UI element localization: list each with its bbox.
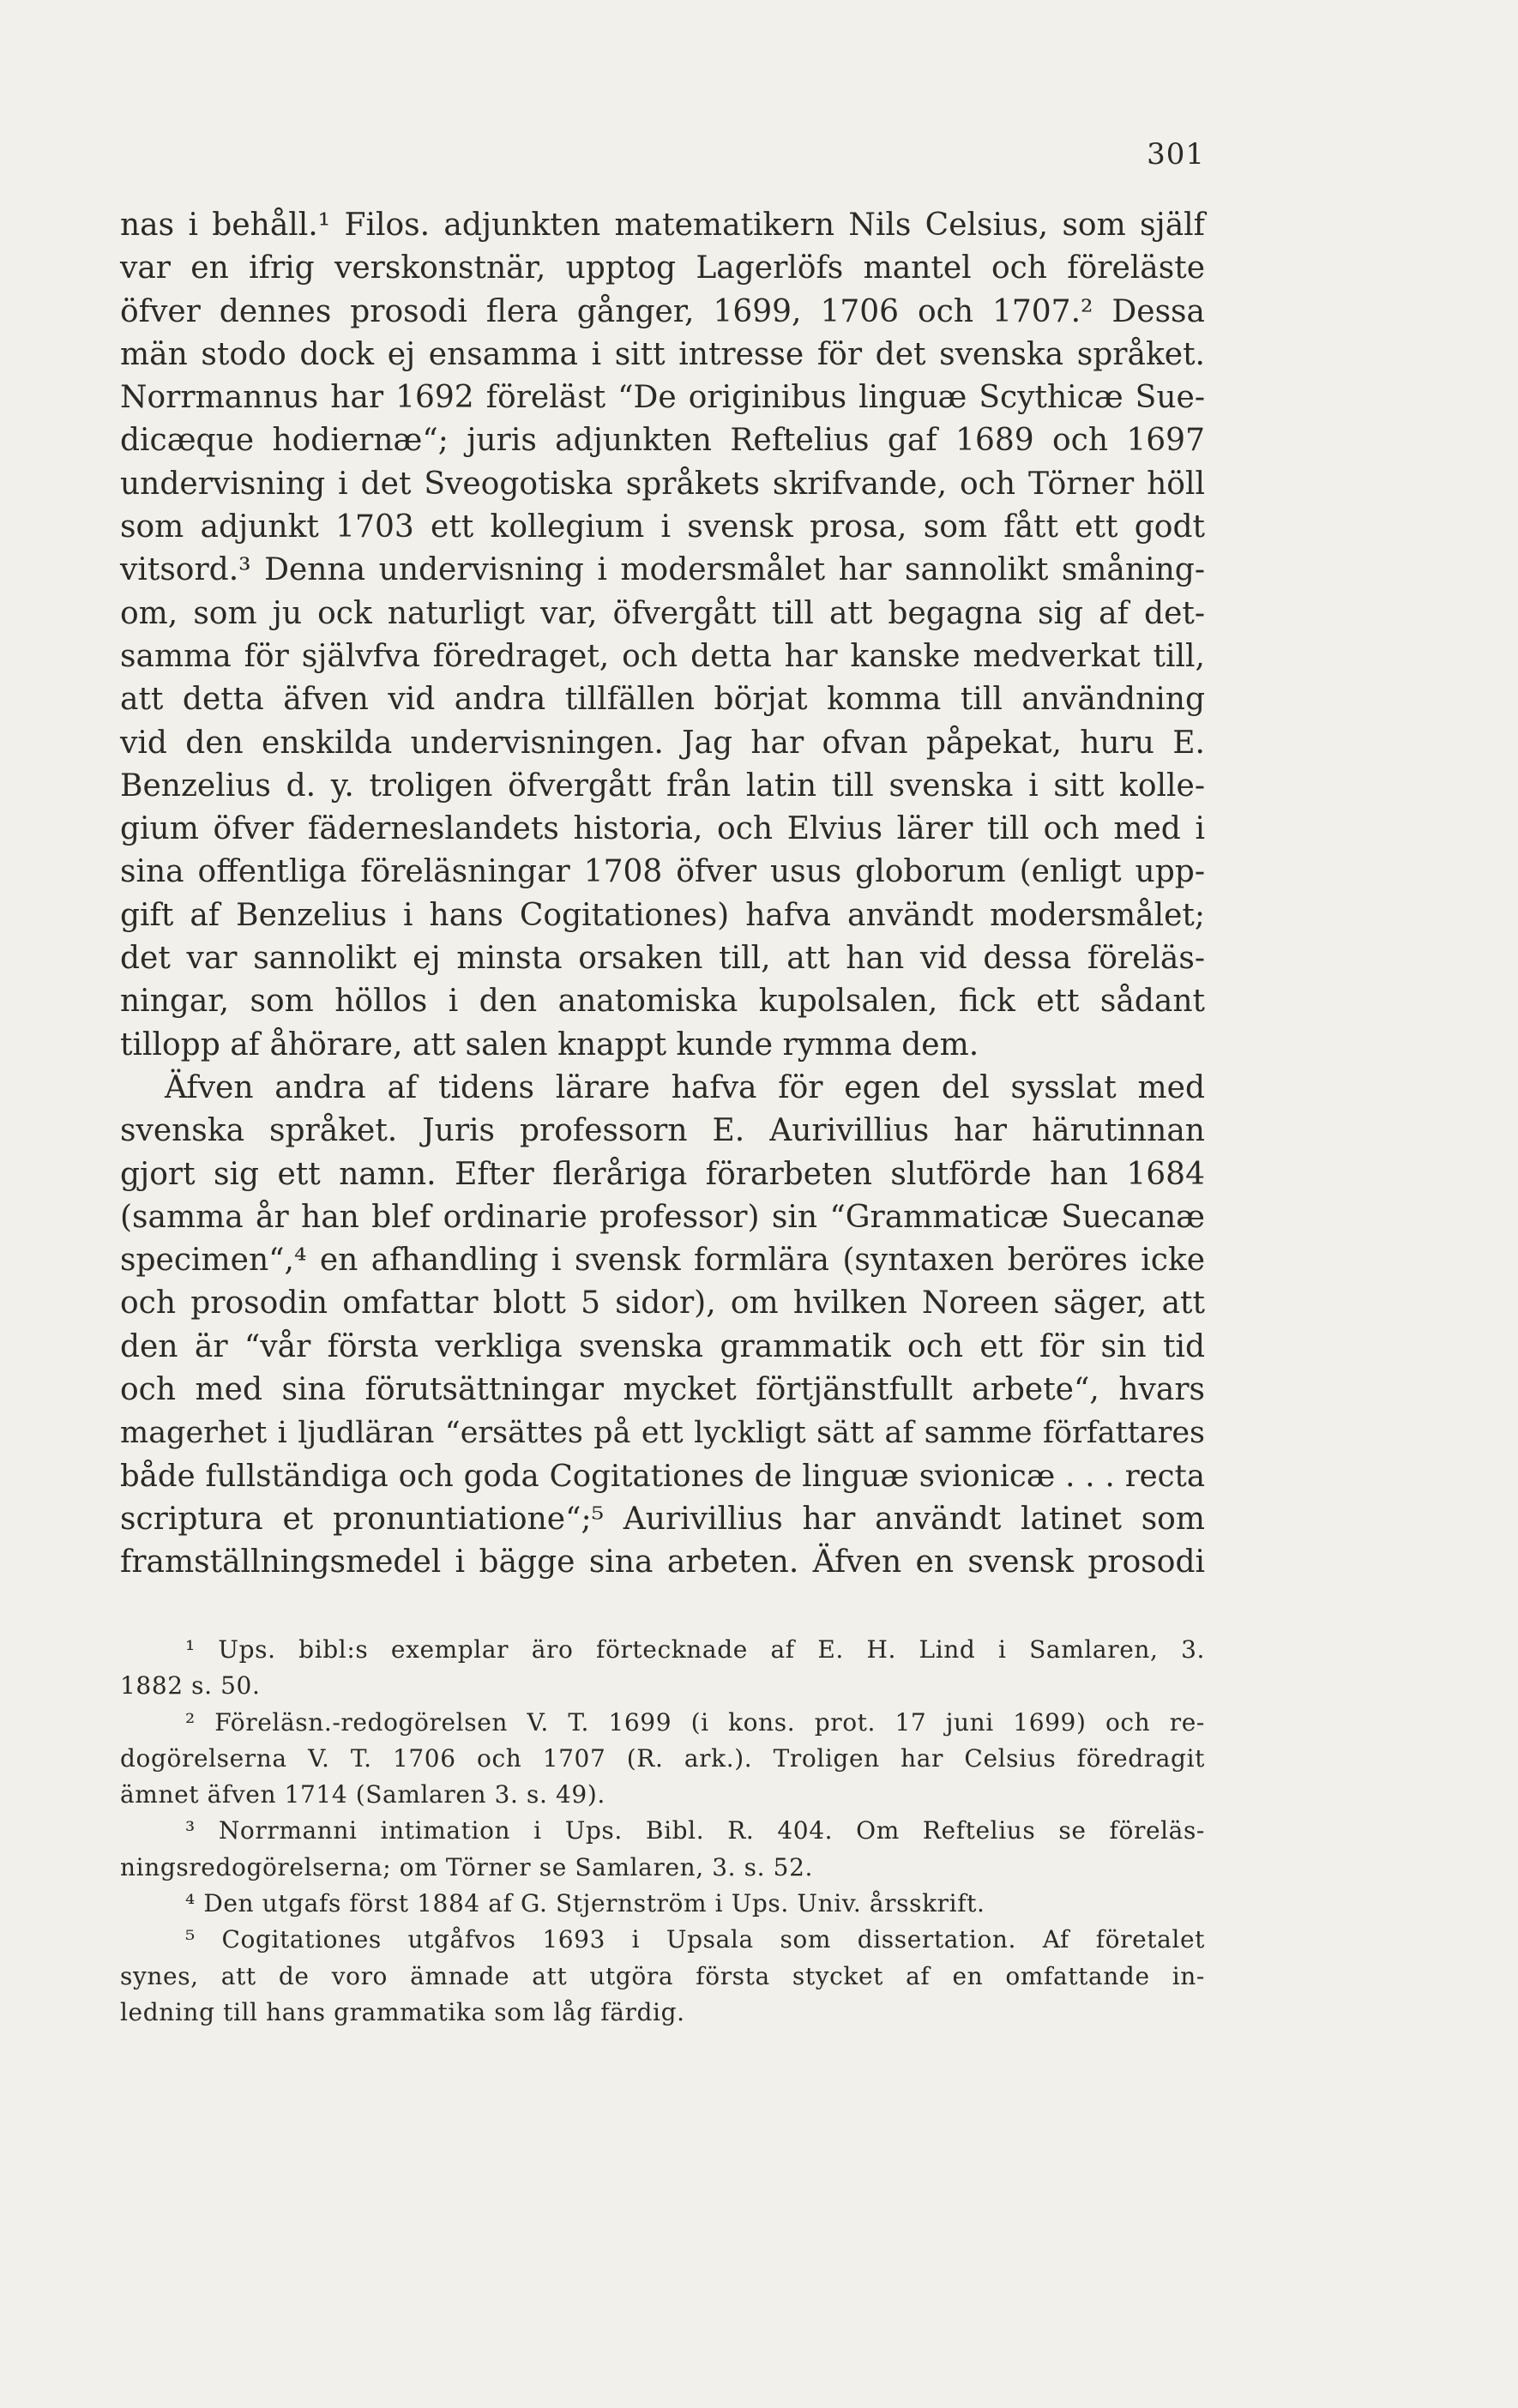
footnote-line: ledning till hans grammatika som låg färdig. bbox=[120, 1997, 685, 2026]
page-number: 301 bbox=[1147, 137, 1205, 172]
body-text bbox=[120, 204, 1205, 1585]
body-line: gium öfver fäderneslandets historia, och Elvius lärer till och med i bbox=[120, 811, 1205, 847]
body-line: magerhet i ljudläran “ersättes på ett lyckligt sätt af samme författares bbox=[120, 1416, 1205, 1451]
body-line: män stodo dock ej ensamma i sitt intresse för det svenska språket. bbox=[120, 336, 1205, 372]
body-line: Norrmannus har 1692 föreläst “De originibus linguæ Scythicæ Sue- bbox=[120, 380, 1205, 416]
body-line: gift af Benzelius i hans Cogitationes) hafva användt modersmålet; bbox=[120, 897, 1205, 933]
body-line: samma för självfva föredraget, och detta har kanske medverkat till, bbox=[120, 638, 1205, 674]
body-line: framställningsmedel i bägge sina arbeten. Äfven en svensk prosodi bbox=[120, 1544, 1205, 1580]
body-line: tillopp af åhörare, att salen knappt kunde rymma dem. bbox=[120, 1026, 979, 1063]
footnote-line: ³ Norrmanni intimation i Ups. Bibl. R. 404. Om Reftelius se föreläs- bbox=[185, 1816, 1205, 1845]
footnote-line: ⁵ Cogitationes utgåfvos 1693 i Upsala som dissertation. Af företalet bbox=[185, 1925, 1205, 1954]
body-line: scriptura et pronuntiatione“;⁵ Aurivillius har användt latinet som bbox=[120, 1501, 1205, 1537]
body-line: både fullständiga och goda Cogitationes de linguæ svionicæ . . . recta bbox=[120, 1458, 1205, 1494]
body-line: dicæque hodiernæ“; juris adjunkten Reftelius gaf 1689 och 1697 bbox=[120, 423, 1205, 459]
body-line: som adjunkt 1703 ett kollegium i svensk prosa, som fått ett godt bbox=[120, 509, 1205, 545]
body-line: gjort sig ett namn. Efter fleråriga förarbeten slutförde han 1684 bbox=[120, 1156, 1205, 1192]
footnote-line: ningsredogörelserna; om Törner se Samlaren, 3. s. 52. bbox=[120, 1852, 813, 1881]
footnote-line: ² Föreläsn.-redogörelsen V. T. 1699 (i kons. prot. 17 juni 1699) och re- bbox=[185, 1707, 1205, 1737]
footnote-line: dogörelserna V. T. 1706 och 1707 (R. ark.). Troligen har Celsius föredragit bbox=[120, 1743, 1205, 1773]
body-line: (samma år han blef ordinarie professor) sin “Grammaticæ Suecanæ bbox=[120, 1199, 1205, 1235]
body-line: Benzelius d. y. troligen öfvergått från latin till svenska i sitt kolle- bbox=[120, 768, 1205, 804]
footnote-line: ¹ Ups. bibl:s exemplar äro förtecknade af E. H. Lind i Samlaren, 3. bbox=[185, 1635, 1205, 1664]
body-line: och med sina förutsättningar mycket förtjänstfullt arbete“, hvars bbox=[120, 1372, 1205, 1408]
footnote-line: ⁴ Den utgafs först 1884 af G. Stjernström i Ups. Univ. årsskrift. bbox=[185, 1889, 985, 1918]
body-line: och prosodin omfattar blott 5 sidor), om hvilken Noreen säger, att bbox=[120, 1285, 1205, 1321]
footnote-line: 1882 s. 50. bbox=[120, 1671, 261, 1701]
body-line: svenska språket. Juris professorn E. Aurivillius har härutinnan bbox=[120, 1113, 1205, 1149]
body-line: var en ifrig verskonstnär, upptog Lagerlöfs mantel och föreläste bbox=[120, 250, 1205, 286]
body-line: den är “vår första verkliga svenska grammatik och ett för sin tid bbox=[120, 1328, 1205, 1364]
footnote-line: synes, att de voro ämnade att utgöra första stycket af en omfattande in- bbox=[120, 1961, 1205, 1990]
body-line: nas i behåll.¹ Filos. adjunkten matematikern Nils Celsius, som själf bbox=[120, 208, 1205, 243]
body-line: om, som ju ock naturligt var, öfvergått till att begagna sig af det- bbox=[120, 595, 1205, 631]
body-line: vid den enskilda undervisningen. Jag har ofvan påpekat, huru E. bbox=[120, 725, 1205, 761]
footnotes bbox=[120, 1632, 1205, 2031]
body-line: öfver dennes prosodi flera gånger, 1699, 1706 och 1707.² Dessa bbox=[120, 293, 1205, 329]
body-line: undervisning i det Sveogotiska språkets skrifvande, och Törner höll bbox=[120, 466, 1205, 502]
body-line: ningar, som höllos i den anatomiska kupolsalen, fick ett sådant bbox=[120, 984, 1205, 1020]
body-line: att detta äfven vid andra tillfällen börjat komma till användning bbox=[120, 682, 1205, 718]
body-line: sina offentliga föreläsningar 1708 öfver usus globorum (enligt upp- bbox=[120, 854, 1205, 890]
body-line: det var sannolikt ej minsta orsaken till, att han vid dessa föreläs- bbox=[120, 941, 1205, 977]
footnote-line: ämnet äfven 1714 (Samlaren 3. s. 49). bbox=[120, 1780, 605, 1809]
body-line: Äfven andra af tidens lärare hafva för egen del sysslat med bbox=[165, 1069, 1205, 1105]
body-line: vitsord.³ Denna undervisning i modersmålet har sannolikt småning- bbox=[120, 552, 1205, 588]
body-line: specimen“,⁴ en afhandling i svensk formlära (syntaxen beröres icke bbox=[120, 1243, 1205, 1279]
